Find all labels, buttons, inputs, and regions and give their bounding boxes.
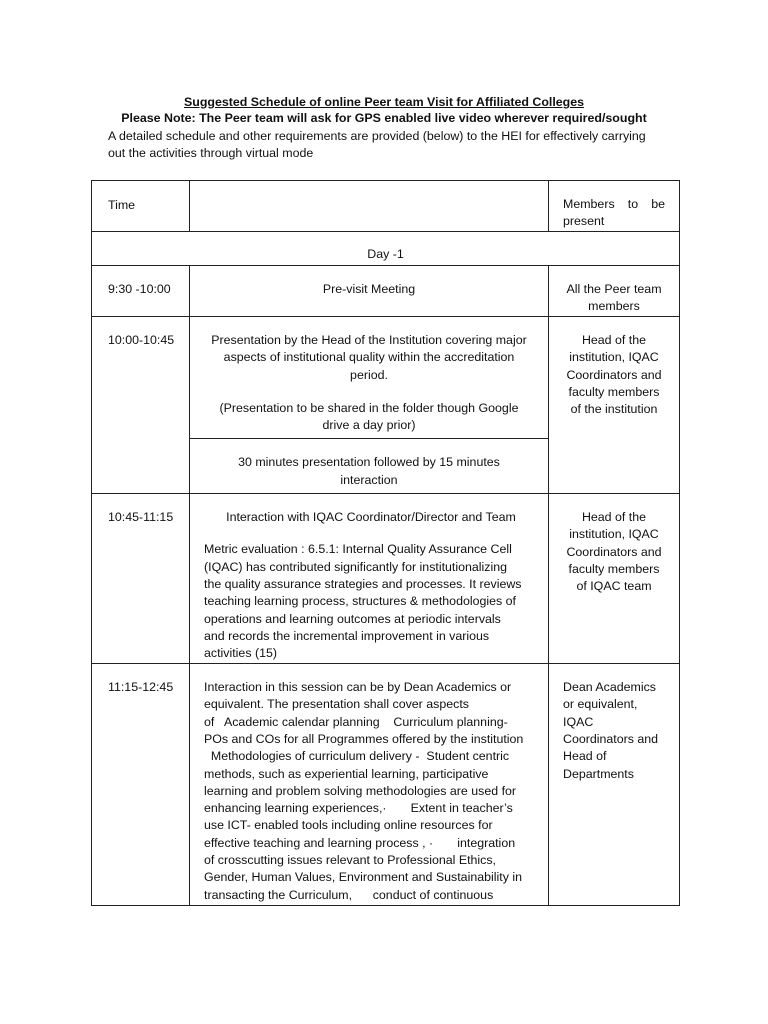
activity-line: Interaction in this session can be by Dean Academics or — [204, 680, 512, 695]
activity-cell — [190, 664, 549, 906]
table-row — [92, 266, 680, 317]
schedule-table — [91, 180, 680, 906]
activity-sub-line: 30 minutes presentation followed by 15 minutes — [238, 455, 500, 470]
members-line: Departments — [563, 766, 634, 781]
table-row — [92, 494, 680, 664]
activity-note-line: drive a day prior) — [322, 418, 416, 433]
activity-line: transacting the Curriculum, conduct of continuous — [204, 887, 494, 902]
header-activity-cell — [190, 181, 549, 232]
activity-line: use ICT- enabled tools including online resources for — [204, 818, 493, 833]
members-line: IQAC — [563, 714, 594, 729]
activity-line: of Academic calendar planning Curriculum planning- — [204, 714, 508, 729]
members-line: faculty members — [568, 561, 660, 576]
activity-line: Metric evaluation : 6.5.1: Internal Quality Assurance Cell — [204, 542, 512, 557]
intro-line: out the activities through virtual mode — [108, 146, 314, 160]
activity-line: teaching learning process, structures & methodologies of — [204, 594, 517, 609]
table-header-row — [92, 181, 680, 232]
header-members-cell — [549, 181, 680, 232]
members-cell — [549, 317, 680, 494]
header-members-line: present — [563, 214, 605, 229]
activity-line: the quality assurance strategies and processes. It reviews — [204, 576, 522, 591]
intro-paragraph — [108, 128, 678, 162]
activity-cell: Pre-visit Meeting — [190, 266, 549, 317]
table-row — [92, 232, 680, 266]
activity-title: Interaction with IQAC Coordinator/Director and Team — [226, 510, 516, 525]
table-row — [92, 664, 680, 906]
activity-line: and records the incremental improvement in various — [204, 628, 490, 643]
header-members-line: Members to be — [563, 197, 665, 211]
members-line: Head of the — [581, 510, 647, 525]
members-line: of IQAC team — [576, 579, 652, 594]
document-note: Please Note: The Peer team will ask for GPS enabled live video wherever required/sought — [121, 111, 647, 125]
activity-note-line: (Presentation to be shared in the folder though Google — [219, 400, 519, 415]
members-line: or equivalent, — [563, 697, 638, 712]
activity-line: equivalent. The presentation shall cover aspects — [204, 697, 469, 712]
members-line: Head of the — [581, 333, 647, 347]
activity-line: effective teaching and learning process , · integration — [204, 835, 516, 850]
members-line: Head of — [563, 749, 607, 764]
activity-cell — [190, 317, 549, 439]
activity-line: POs and COs for all Programmes offered by the institution — [204, 731, 524, 746]
activity-line: activities (15) — [204, 646, 277, 661]
activity-line: Methodologies of curriculum delivery - Student centric — [204, 749, 510, 764]
activity-cell — [190, 494, 549, 664]
members-line: members — [588, 299, 640, 314]
activity-line: aspects of institutional quality within the accreditation — [223, 350, 515, 365]
table-row — [92, 317, 680, 439]
intro-line: A detailed schedule and other requirements are provided (below) to the HEI for effectively carrying — [108, 129, 646, 143]
members-cell — [549, 664, 680, 906]
members-line: institution, IQAC — [569, 350, 659, 365]
header-time-cell: Time — [92, 181, 190, 232]
members-cell — [549, 266, 680, 317]
document-title: Suggested Schedule of online Peer team Visit for Affiliated Colleges — [183, 95, 585, 109]
members-line: institution, IQAC — [569, 527, 659, 542]
activity-sub-cell — [190, 439, 549, 494]
activity-line: of crosscutting issues relevant to Professional Ethics, — [204, 853, 497, 868]
activity-line: operations and learning outcomes at periodic intervals — [204, 611, 501, 626]
members-cell — [549, 494, 680, 664]
members-line: of the institution — [570, 402, 658, 417]
activity-line: (IQAC) has contributed significantly for institutionalizing — [204, 559, 508, 574]
activity-line: methods, such as experiential learning, participative — [204, 766, 489, 781]
activity-line: enhancing learning experiences,· Extent in teacher’s — [204, 801, 513, 816]
time-cell: 10:00-10:45 — [92, 317, 190, 494]
day-label: Day -1 — [92, 232, 680, 266]
activity-line: Presentation by the Head of the Institution covering major — [211, 333, 527, 347]
activity-line: period. — [350, 367, 388, 382]
time-cell: 10:45-11:15 — [92, 494, 190, 664]
activity-line: learning and problem solving methodologies are used for — [204, 783, 517, 798]
members-line: faculty members — [568, 384, 660, 399]
members-line: All the Peer team — [566, 282, 662, 296]
members-line: Coordinators and — [566, 544, 662, 559]
time-cell: 11:15-12:45 — [92, 664, 190, 906]
members-line: Dean Academics — [563, 680, 656, 695]
activity-sub-line: interaction — [340, 472, 398, 487]
time-cell: 9:30 -10:00 — [92, 266, 190, 317]
members-line: Coordinators and — [566, 367, 662, 382]
members-line: Coordinators and — [563, 731, 659, 746]
activity-line: Gender, Human Values, Environment and Sustainability in — [204, 870, 522, 885]
